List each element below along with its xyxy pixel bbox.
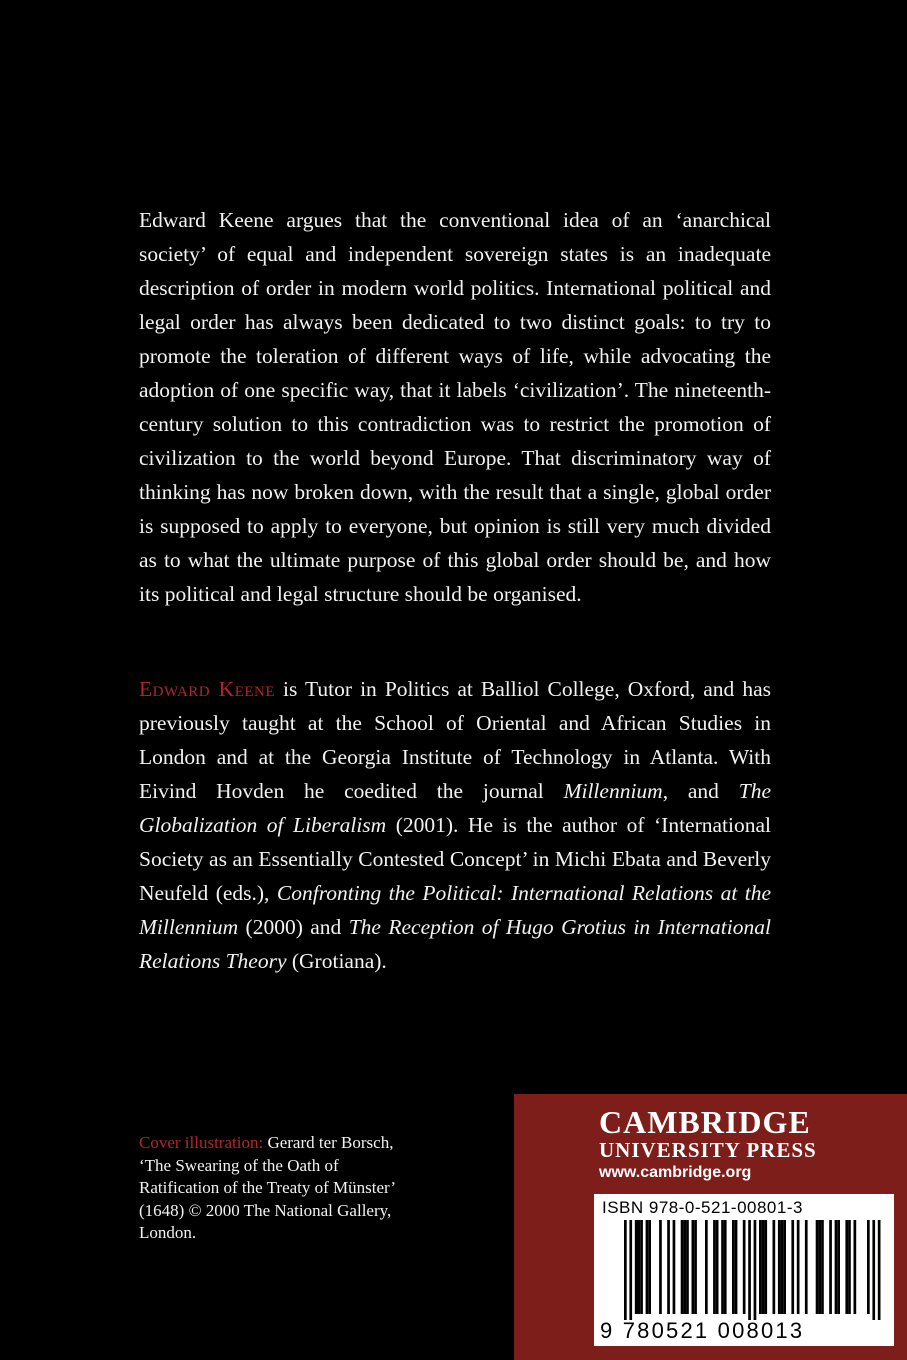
barcode-bar xyxy=(878,1220,881,1320)
author-bio xyxy=(139,672,771,978)
bio-text-1: is Tutor in Politics at Balliol College, Oxford, and has previously taught at the School of Oriental and African Studies in London and at the Georgia Institute of Technology in Atlanta. With Eivind Hovden he coedited the journal xyxy=(139,677,771,803)
barcode-panel xyxy=(594,1194,894,1346)
barcode-bar xyxy=(748,1220,751,1320)
barcode-bar xyxy=(673,1220,676,1314)
barcode-bar xyxy=(716,1220,719,1314)
barcode-bar xyxy=(640,1220,643,1314)
barcode-bar xyxy=(791,1220,794,1314)
barcode-bar xyxy=(781,1220,784,1314)
bio-title-millennium: Millennium xyxy=(563,779,663,803)
barcode-bar xyxy=(629,1220,632,1320)
barcode-bar xyxy=(724,1220,727,1314)
barcode-bar xyxy=(681,1220,684,1314)
barcode-bar xyxy=(773,1220,776,1314)
barcode-bar xyxy=(829,1220,832,1314)
barcode-bar xyxy=(635,1220,638,1314)
bio-text-5: (Grotiana). xyxy=(286,949,387,973)
isbn-label: ISBN 978-0-521-00801-3 xyxy=(602,1198,803,1217)
barcode-bar xyxy=(692,1220,695,1314)
publisher-panel xyxy=(514,1094,907,1360)
barcode-bar xyxy=(867,1220,870,1314)
barcode-bar xyxy=(816,1220,819,1314)
ean-digits: 9 780521 008013 xyxy=(600,1318,805,1343)
bio-text-2: , and xyxy=(662,779,739,803)
author-name: Edward Keene xyxy=(139,677,276,701)
barcode-bar xyxy=(683,1220,686,1314)
barcode-bar xyxy=(797,1220,800,1314)
credit-text: Gerard ter Borsch, ‘The Swearing of the Oath of Ratification of the Treaty of Münster’ (1648) © 2000 The National Gallery, London. xyxy=(139,1133,395,1242)
barcode-bar xyxy=(667,1220,670,1314)
barcode-bar xyxy=(648,1220,651,1314)
barcode-bar xyxy=(818,1220,821,1314)
barcode-bar xyxy=(854,1220,857,1314)
barcode-bar xyxy=(837,1220,840,1314)
barcode-bar xyxy=(845,1220,848,1314)
barcode-bar xyxy=(694,1220,697,1314)
publisher-url: www.cambridge.org xyxy=(599,1164,752,1181)
bio-title-globalization: The Globalization of Liberalism xyxy=(139,779,771,837)
barcode-bar xyxy=(848,1220,851,1314)
barcode-bar xyxy=(754,1220,757,1320)
bio-title-confronting: Confronting the Political: International Relations at the Millennium xyxy=(139,881,771,939)
barcode-bar xyxy=(743,1220,746,1314)
publisher-subtitle: UNIVERSITY PRESS xyxy=(599,1138,817,1162)
barcode-bar xyxy=(783,1220,786,1314)
barcode-bar xyxy=(638,1220,641,1314)
blurb-paragraph: Edward Keene argues that the conventional idea of an ‘anarchical society’ of equal and independent sovereign states is an inadequate description of order in modern world politics. International political and legal order has always been dedicated to two distinct goals: to try to promote the toleration of different ways of life, while advocating the adoption of one specific way, that it labels ‘civilization’. The nineteenth-century solution to this contradiction was to restrict the promotion of civilization to the world beyond Europe. That discriminatory way of thinking has now broken down, with the result that a single, global order is supposed to apply to everyone, but opinion is still very much divided as to what the ultimate purpose of this global order should be, and how its political and legal structure should be organised. xyxy=(139,208,771,606)
barcode-bar xyxy=(759,1220,762,1314)
barcode-bar xyxy=(624,1220,627,1320)
barcode-bar xyxy=(821,1220,824,1314)
barcode-bar xyxy=(713,1220,716,1314)
barcode-icon xyxy=(594,1220,894,1320)
barcode-bar xyxy=(805,1220,808,1314)
barcode-bar xyxy=(659,1220,662,1314)
bio-text-3: (2001). He is the author of ‘International Society as an Essentially Contested Concept’ in Michi Ebata and Beverly Neufeld (eds.), xyxy=(139,813,771,905)
barcode-bar xyxy=(686,1220,689,1314)
barcode-bar xyxy=(705,1220,708,1314)
barcode-bar xyxy=(764,1220,767,1314)
credit-label: Cover illustration: xyxy=(139,1133,264,1152)
barcode-bar xyxy=(835,1220,838,1314)
bio-text-4: (2000) and xyxy=(238,915,349,939)
barcode-bar xyxy=(872,1220,875,1320)
barcode-bar xyxy=(735,1220,738,1314)
barcode-bar xyxy=(732,1220,735,1314)
cover-illustration-credit xyxy=(139,1132,414,1245)
barcode-bar xyxy=(721,1220,724,1314)
bio-title-grotius: The Reception of Hugo Grotius in International Relations Theory xyxy=(139,915,771,973)
publisher-name: CAMBRIDGE xyxy=(599,1104,811,1140)
barcode-bar xyxy=(762,1220,765,1314)
barcode-bar xyxy=(778,1220,781,1314)
barcode-bar xyxy=(646,1220,649,1314)
